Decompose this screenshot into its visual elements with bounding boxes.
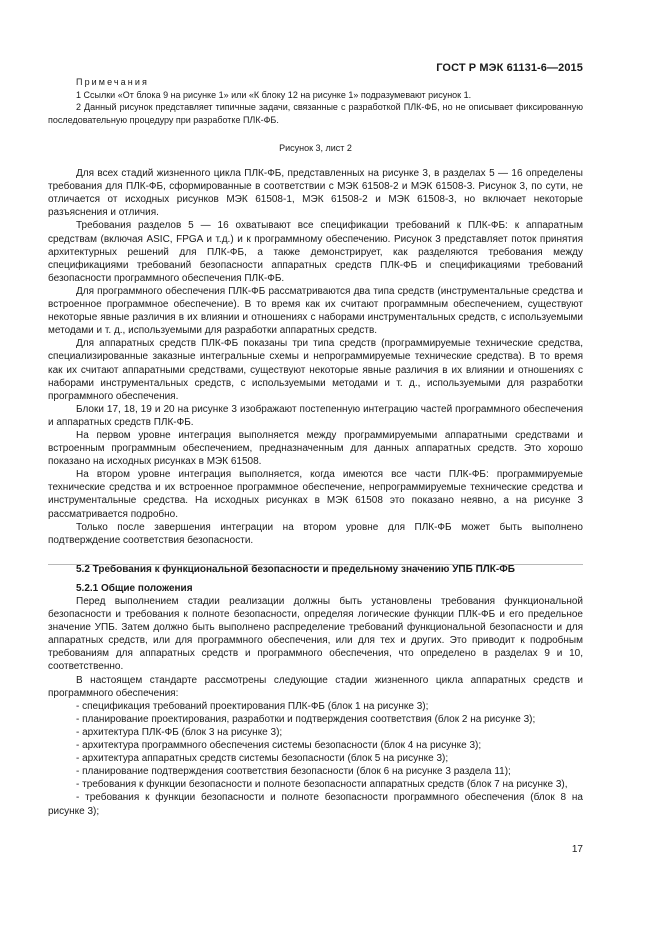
note-1: 1 Ссылки «От блока 9 на рисунке 1» или «К блоку 12 на рисунке 1» подразумевают рисунок 1. xyxy=(76,89,472,100)
paragraph: Перед выполнением стадии реализации должны быть установлены требования функциональной безопасности и требования к полноте безопасности, определяя логические функции ПЛК-ФБ и его предельное значение УПБ. Затем должно быть выполнено распределение требований функциональной безопасности и для аппаратных средств, или для программного обеспечения, или для тех и других. Это приводит к подробным требованиям для аппаратных средств и программного обеспечения, что определено в разделах 9 и 10, соответственно. xyxy=(48,596,583,673)
paragraph: В настоящем стандарте рассмотрены следующие стадии жизненного цикла аппаратных средств и программного обеспечения: xyxy=(48,674,583,699)
figure-caption: Рисунок 3, лист 2 xyxy=(279,143,352,153)
page-content xyxy=(48,76,583,818)
list-item: - архитектура ПЛК-ФБ (блок 3 на рисунке 3); xyxy=(76,726,283,738)
list-item: - требования к функции безопасности и полноте безопасности программного обеспечения (блок 8 на рисунке 3); xyxy=(48,792,583,817)
paragraph: На втором уровне интеграция выполняется, когда имеются все части ПЛК-ФБ: программируемые технические средства и их встроенное программное обеспечение, непрограммируемые технические средства и инструментальные средства. На исходных рисунках в МЭК 61508 это показано неявно, а на рисунке 3 рассматривается подробно. xyxy=(48,469,583,520)
standard-header: ГОСТ Р МЭК 61131-6—2015 xyxy=(436,62,583,74)
list-item: - архитектура программного обеспечения системы безопасности (блок 4 на рисунке 3); xyxy=(76,740,482,752)
notes-title: Примечания xyxy=(76,77,149,87)
lifecycle-stage-list xyxy=(48,700,583,818)
paragraph: Блоки 17, 18, 19 и 20 на рисунке 3 изображают постепенную интеграцию частей программного обеспечения и аппаратных средств ПЛК-ФБ. xyxy=(48,403,583,428)
figure-notes xyxy=(48,76,583,126)
paragraph: Для всех стадий жизненного цикла ПЛК-ФБ, представленных на рисунке 3, в разделах 5 — 16 определены требования для ПЛК-ФБ, сформированные в соответствии с МЭК 61508-2 и МЭК 61508-3. Рисунок 3, по сути, не отличается от исходных рисунков МЭК 61508-1, МЭК 61508-2 и МЭК 61508-3, но включает некоторые разъяснения и отличия. xyxy=(48,168,583,219)
list-item: - планирование подтверждения соответствия безопасности (блок 6 на рисунке 3 раздела 11); xyxy=(76,766,511,778)
page-number: 17 xyxy=(571,844,583,855)
section-divider xyxy=(48,564,583,565)
paragraph: Только после завершения интеграции на втором уровне для ПЛК-ФБ может быть выполнено подтверждение соответствия безопасности. xyxy=(48,521,583,546)
list-item: - архитектура аппаратных средств системы безопасности (блок 5 на рисунке 3); xyxy=(76,753,449,765)
paragraph: На первом уровне интеграция выполняется между программируемыми аппаратными средствами и встроенным программным обеспечением, предназначенным для данных аппаратных средств. Это хорошо показано на исходных рисунках в МЭК 61508. xyxy=(48,429,583,468)
subsection-title: 5.2.1 Общие положения xyxy=(76,582,193,594)
list-item: - планирование проектирования, разработки и подтверждения соответствия (блок 2 на рисунке 3); xyxy=(76,713,536,725)
section-title: 5.2 Требования к функциональной безопасности и предельному значению УПБ ПЛК-ФБ xyxy=(76,563,515,575)
list-item: - спецификация требований проектирования ПЛК-ФБ (блок 1 на рисунке 3); xyxy=(76,700,429,712)
list-item: - требования к функции безопасности и полноте безопасности аппаратных средств (блок 7 на рисунке 3), xyxy=(76,779,568,791)
paragraph: Требования разделов 5 — 16 охватывают все спецификации требований к ПЛК-ФБ: к аппаратным средствам (включая ASIC, FPGA и т.д.) и к программному обеспечению. Рисунок 3 представляет поток принятия архитектурных решений для ПЛК-ФБ, а также демонстрирует, как разделяются требования между спецификациями требований безопасности аппаратных средств ПЛК-ФБ и спецификациями требований безопасности программного обеспечения ПЛК-ФБ. xyxy=(48,220,583,284)
paragraph: Для программного обеспечения ПЛК-ФБ рассматриваются два типа средств (инструментальные средства и встроенное программное обеспечение). В то время как их считают программным обеспечением, существуют некоторые явные различия в их влиянии и отношениях с наборами инструментальных средств, с используемыми методами и т. д., используемыми для разработки аппаратных средств. xyxy=(48,285,583,337)
paragraph: Для аппаратных средств ПЛК-ФБ показаны три типа средств (программируемые технические средства, специализированные заказные интегральные схемы и непрограммируемые технические средства). В то время как их считают аппаратными средствами, существуют некоторые явные различия в их влиянии и отношениях с наборами инструментальных средств, с используемыми методами и т. д., используемыми для разработки программного обеспечения. xyxy=(48,338,583,402)
note-2: 2 Данный рисунок представляет типичные задачи, связанные с разработкой ПЛК-ФБ, но не описывает фиксированную последовательную процедуру при разработке ПЛК-ФБ. xyxy=(48,102,583,125)
